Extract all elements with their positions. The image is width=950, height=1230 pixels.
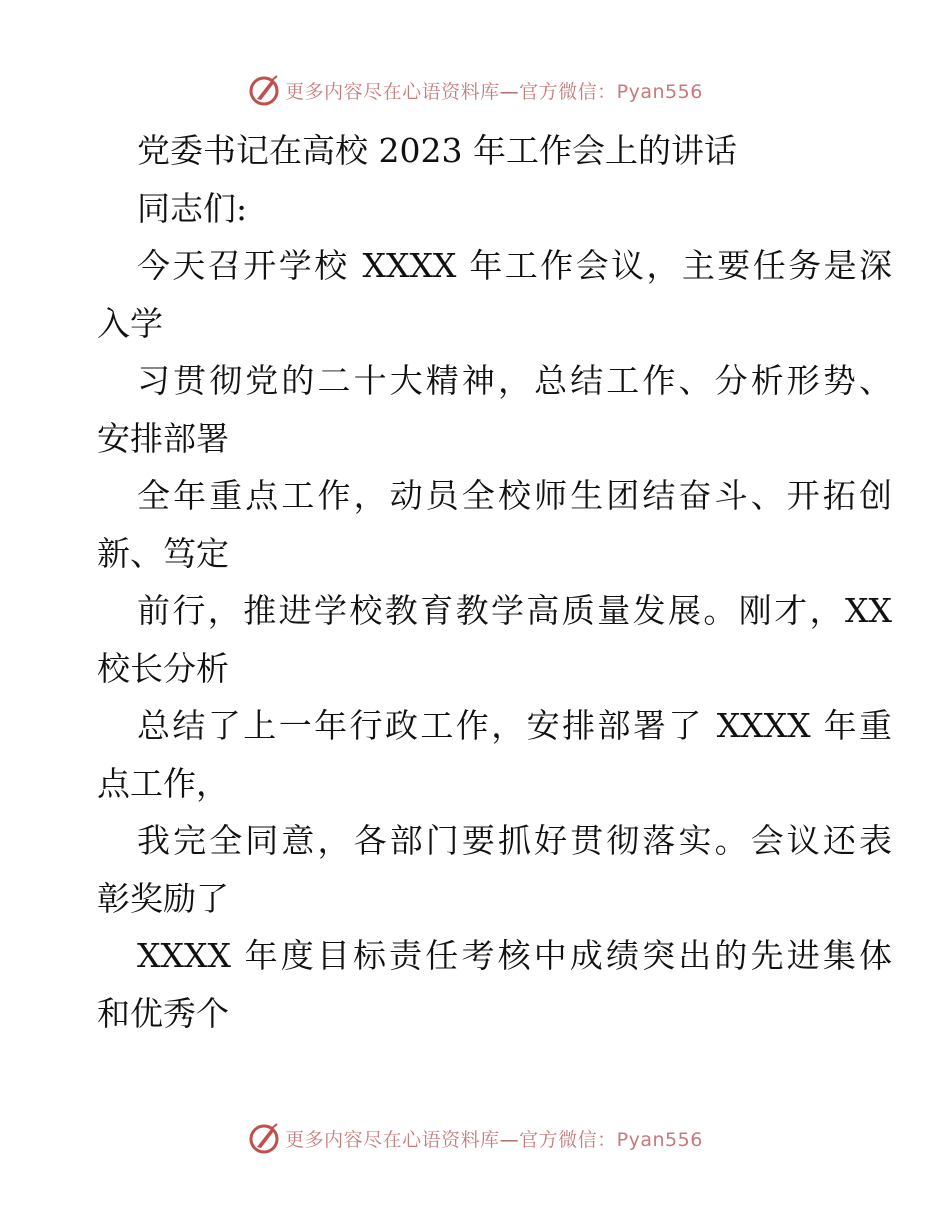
paragraph-line: 习贯彻党的二十大精神，总结工作、分析形势、 [137, 361, 892, 400]
footer-watermark [0, 1118, 950, 1158]
paragraph-line: 今天召开学校 XXXX 年工作会议，主要任务是深 [137, 246, 892, 285]
paragraph-line: 全年重点工作，动员全校师生团结奋斗、开拓创 [137, 476, 892, 515]
watermark-text: 更多内容尽在心语资料库—官方微信：Pyan556 [285, 1128, 703, 1151]
paragraph-line: 前行，推进学校教育教学高质量发展。刚才，XX [137, 591, 892, 630]
document-title: 党委书记在高校 2023 年工作会上的讲话 [137, 131, 737, 170]
paragraph-line: 总结了上一年行政工作，安排部署了 XXXX 年重 [137, 706, 892, 745]
paragraph-line: 我完全同意，各部门要抓好贯彻落实。会议还表 [137, 821, 892, 860]
paragraph-line: 点工作， [97, 763, 229, 803]
paragraph-line: 和优秀个 [97, 993, 229, 1033]
salutation: 同志们: [137, 188, 248, 228]
paragraph-line: 新、笃定 [97, 533, 229, 573]
paragraph-line: 校长分析 [97, 648, 229, 688]
quill-logo-icon [247, 1121, 281, 1155]
header-watermark [0, 70, 950, 110]
quill-logo-icon [247, 73, 281, 107]
paragraph-line: 安排部署 [97, 418, 229, 458]
document-body [97, 122, 892, 1042]
watermark-text: 更多内容尽在心语资料库—官方微信：Pyan556 [285, 80, 703, 103]
paragraph-line: 入学 [97, 303, 163, 343]
paragraph-line: XXXX 年度目标责任考核中成绩突出的先进集体 [137, 936, 892, 975]
paragraph-line: 彰奖励了 [97, 878, 229, 918]
